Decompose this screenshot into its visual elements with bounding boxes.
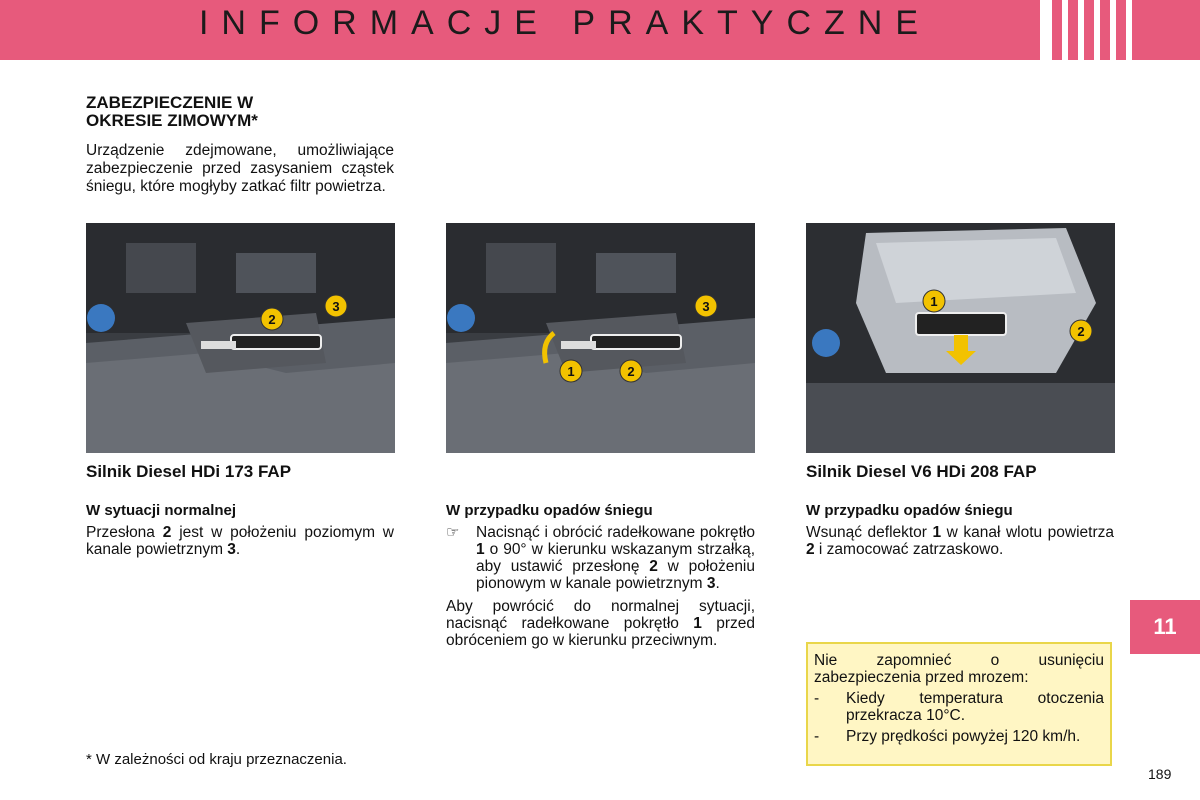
photo-marker: 1	[930, 294, 938, 309]
caption-left: Silnik Diesel HDi 173 FAP	[86, 462, 292, 481]
engine-photo-173-normal	[86, 223, 395, 453]
col1-subhead: W sytuacji normalnej	[86, 502, 237, 519]
header-stripe	[1132, 0, 1200, 60]
col2-bullet: ☞ Nacisnąć i obrócić radełkowane pokrętło 1 o 90° w kierunku wskazanym strzałką, aby ustawić przesłonę 2 w położeniu pionowym w kanale powietrznym 3.	[446, 524, 755, 592]
page-number: 189	[1148, 766, 1172, 782]
col2-paragraph: Aby powrócić do normalnej sytuacji, nacisnąć radełkowane pokrętło 1 przed obróceniem go w kierunku przeciwnym.	[446, 598, 755, 649]
photo-marker: 1	[567, 364, 575, 379]
warning-note-box	[806, 642, 1112, 766]
note-intro: Nie zapomnieć o usunięciu zabezpieczenia przed mrozem:	[814, 652, 1104, 686]
intro-text: Urządzenie zdejmowane, umożliwiające zabezpieczenie przed zasysaniem cząstek śniegu, które mogłyby zatkać filtr powietrza.	[86, 142, 394, 195]
note-item: - Przy prędkości powyżej 120 km/h.	[814, 728, 1081, 745]
section-title-line: ZABEZPIECZENIE W	[86, 93, 254, 112]
note-item: - Kiedy temperatura otoczenia przekracza 10°C.	[814, 690, 1104, 724]
col2-subhead: W przypadku opadów śniegu	[446, 502, 653, 519]
photo-marker: 3	[332, 299, 340, 314]
col3-subhead: W przypadku opadów śniegu	[806, 502, 1013, 519]
col1-text: Przesłona 2 jest w położeniu poziomym w kanale powietrznym 3.	[86, 524, 394, 558]
photo-marker: 3	[702, 299, 710, 314]
photo-marker: 2	[1077, 324, 1085, 339]
col3-text: Wsunąć deflektor 1 w kanał wlotu powietrza 2 i zamocować zatrzaskowo.	[806, 524, 1114, 558]
caption-right: Silnik Diesel V6 HDi 208 FAP	[806, 462, 1037, 481]
section-title	[86, 94, 406, 130]
engine-photo-v6-snow	[806, 223, 1115, 453]
photo-marker: 2	[627, 364, 635, 379]
photo-marker: 2	[268, 312, 276, 327]
footnote: * W zależności od kraju przeznaczenia.	[86, 751, 347, 768]
section-title-line: OKRESIE ZIMOWYM*	[86, 111, 258, 130]
engine-photo-173-snow	[446, 223, 755, 453]
col2-text	[446, 524, 755, 649]
pointing-hand-icon: ☞	[446, 524, 460, 541]
page-header-title: INFORMACJE PRAKTYCZNE	[198, 4, 932, 42]
chapter-tab: 11	[1130, 600, 1200, 654]
